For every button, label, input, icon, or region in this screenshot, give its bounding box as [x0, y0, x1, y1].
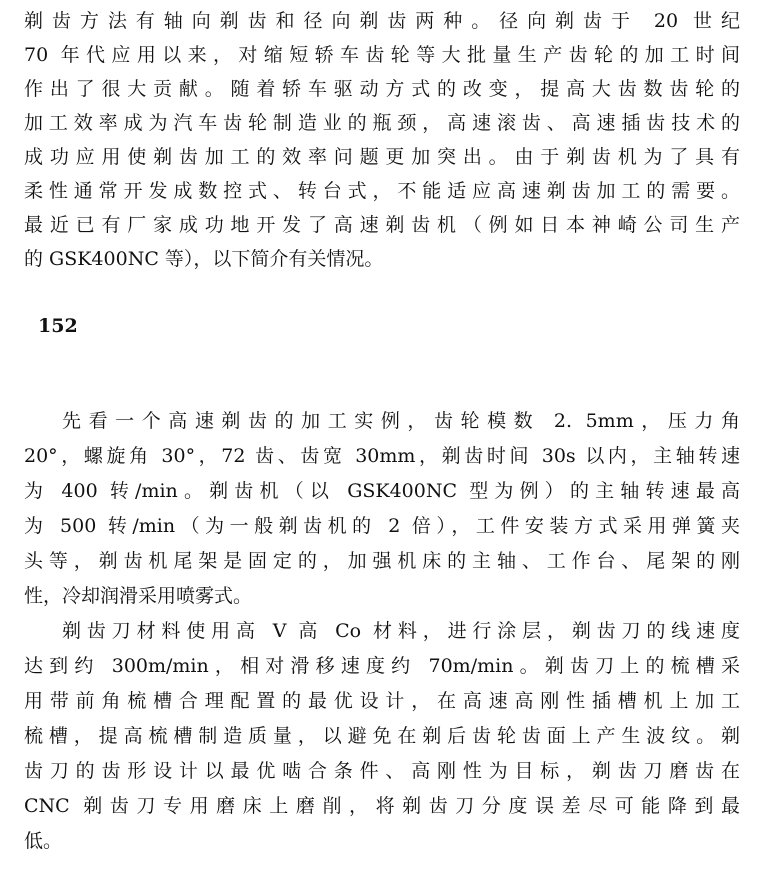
text-line: 加工效率成为汽车齿轮制造业的瓶颈，高速滚齿、高速插齿技术的 [24, 112, 740, 134]
text-line: 用带前角梳槽合理配置的最优设计，在高速高刚性插槽机上加工 [24, 690, 740, 712]
text-line: 剃齿方法有轴向剃齿和径向剃齿两种。径向剃齿于 20 世纪 [24, 10, 740, 32]
text-line: 梳槽，提高梳槽制造质量，以避免在剃后齿轮齿面上产生波纹。剃 [24, 725, 740, 747]
paragraph-high-speed-shaving-example [24, 404, 740, 859]
text-line: 柔性通常开发成数控式、转台式，不能适应高速剃齿加工的需要。 [24, 180, 740, 202]
text-line: 最近已有厂家成功地开发了高速剃齿机（例如日本神崎公司生产 [24, 214, 740, 236]
text-line: 低。 [24, 830, 63, 852]
text-line: 为 400 转/min。剃齿机（以 GSK400NC 型为例）的主轴转速最高 [24, 480, 740, 502]
page-number: 152 [38, 315, 78, 337]
text-line: CNC 剃齿刀专用磨床上磨削，将剃齿刀分度误差尽可能降到最 [24, 795, 740, 817]
paragraph-gear-shaving-methods [24, 4, 740, 276]
text-line: 头等，剃齿机尾架是固定的，加强机床的主轴、工作台、尾架的刚 [24, 550, 740, 572]
text-line: 为 500 转/min（为一般剃齿机的 2 倍），工件安装方式采用弹簧夹 [24, 515, 740, 537]
text-line: 作出了很大贡献。随着轿车驱动方式的改变，提高大齿数齿轮的 [24, 78, 740, 100]
text-line: 先看一个高速剃齿的加工实例，齿轮模数 2. 5mm，压力角 [62, 410, 740, 432]
text-line: 性，冷却润滑采用喷雾式。 [24, 585, 253, 607]
text-line: 达到约 300m/min，相对滑移速度约 70m/min。剃齿刀上的梳槽采 [24, 655, 740, 677]
text-line: 齿刀的齿形设计以最优啮合条件、高刚性为目标，剃齿刀磨齿在 [24, 760, 740, 782]
text-line: 剃齿刀材料使用高 V 高 Co 材料，进行涂层，剃齿刀的线速度 [62, 620, 740, 642]
text-line: 成功应用使剃齿加工的效率问题更加突出。由于剃齿机为了具有 [24, 146, 740, 168]
text-line: 的 GSK400NC 等），以下简介有关情况。 [24, 248, 384, 270]
text-line: 70 年代应用以来，对缩短轿车齿轮等大批量生产齿轮的加工时间 [24, 44, 740, 66]
text-line: 20°，螺旋角 30°，72 齿、齿宽 30mm，剃齿时间 30s 以内，主轴转速 [24, 445, 740, 467]
